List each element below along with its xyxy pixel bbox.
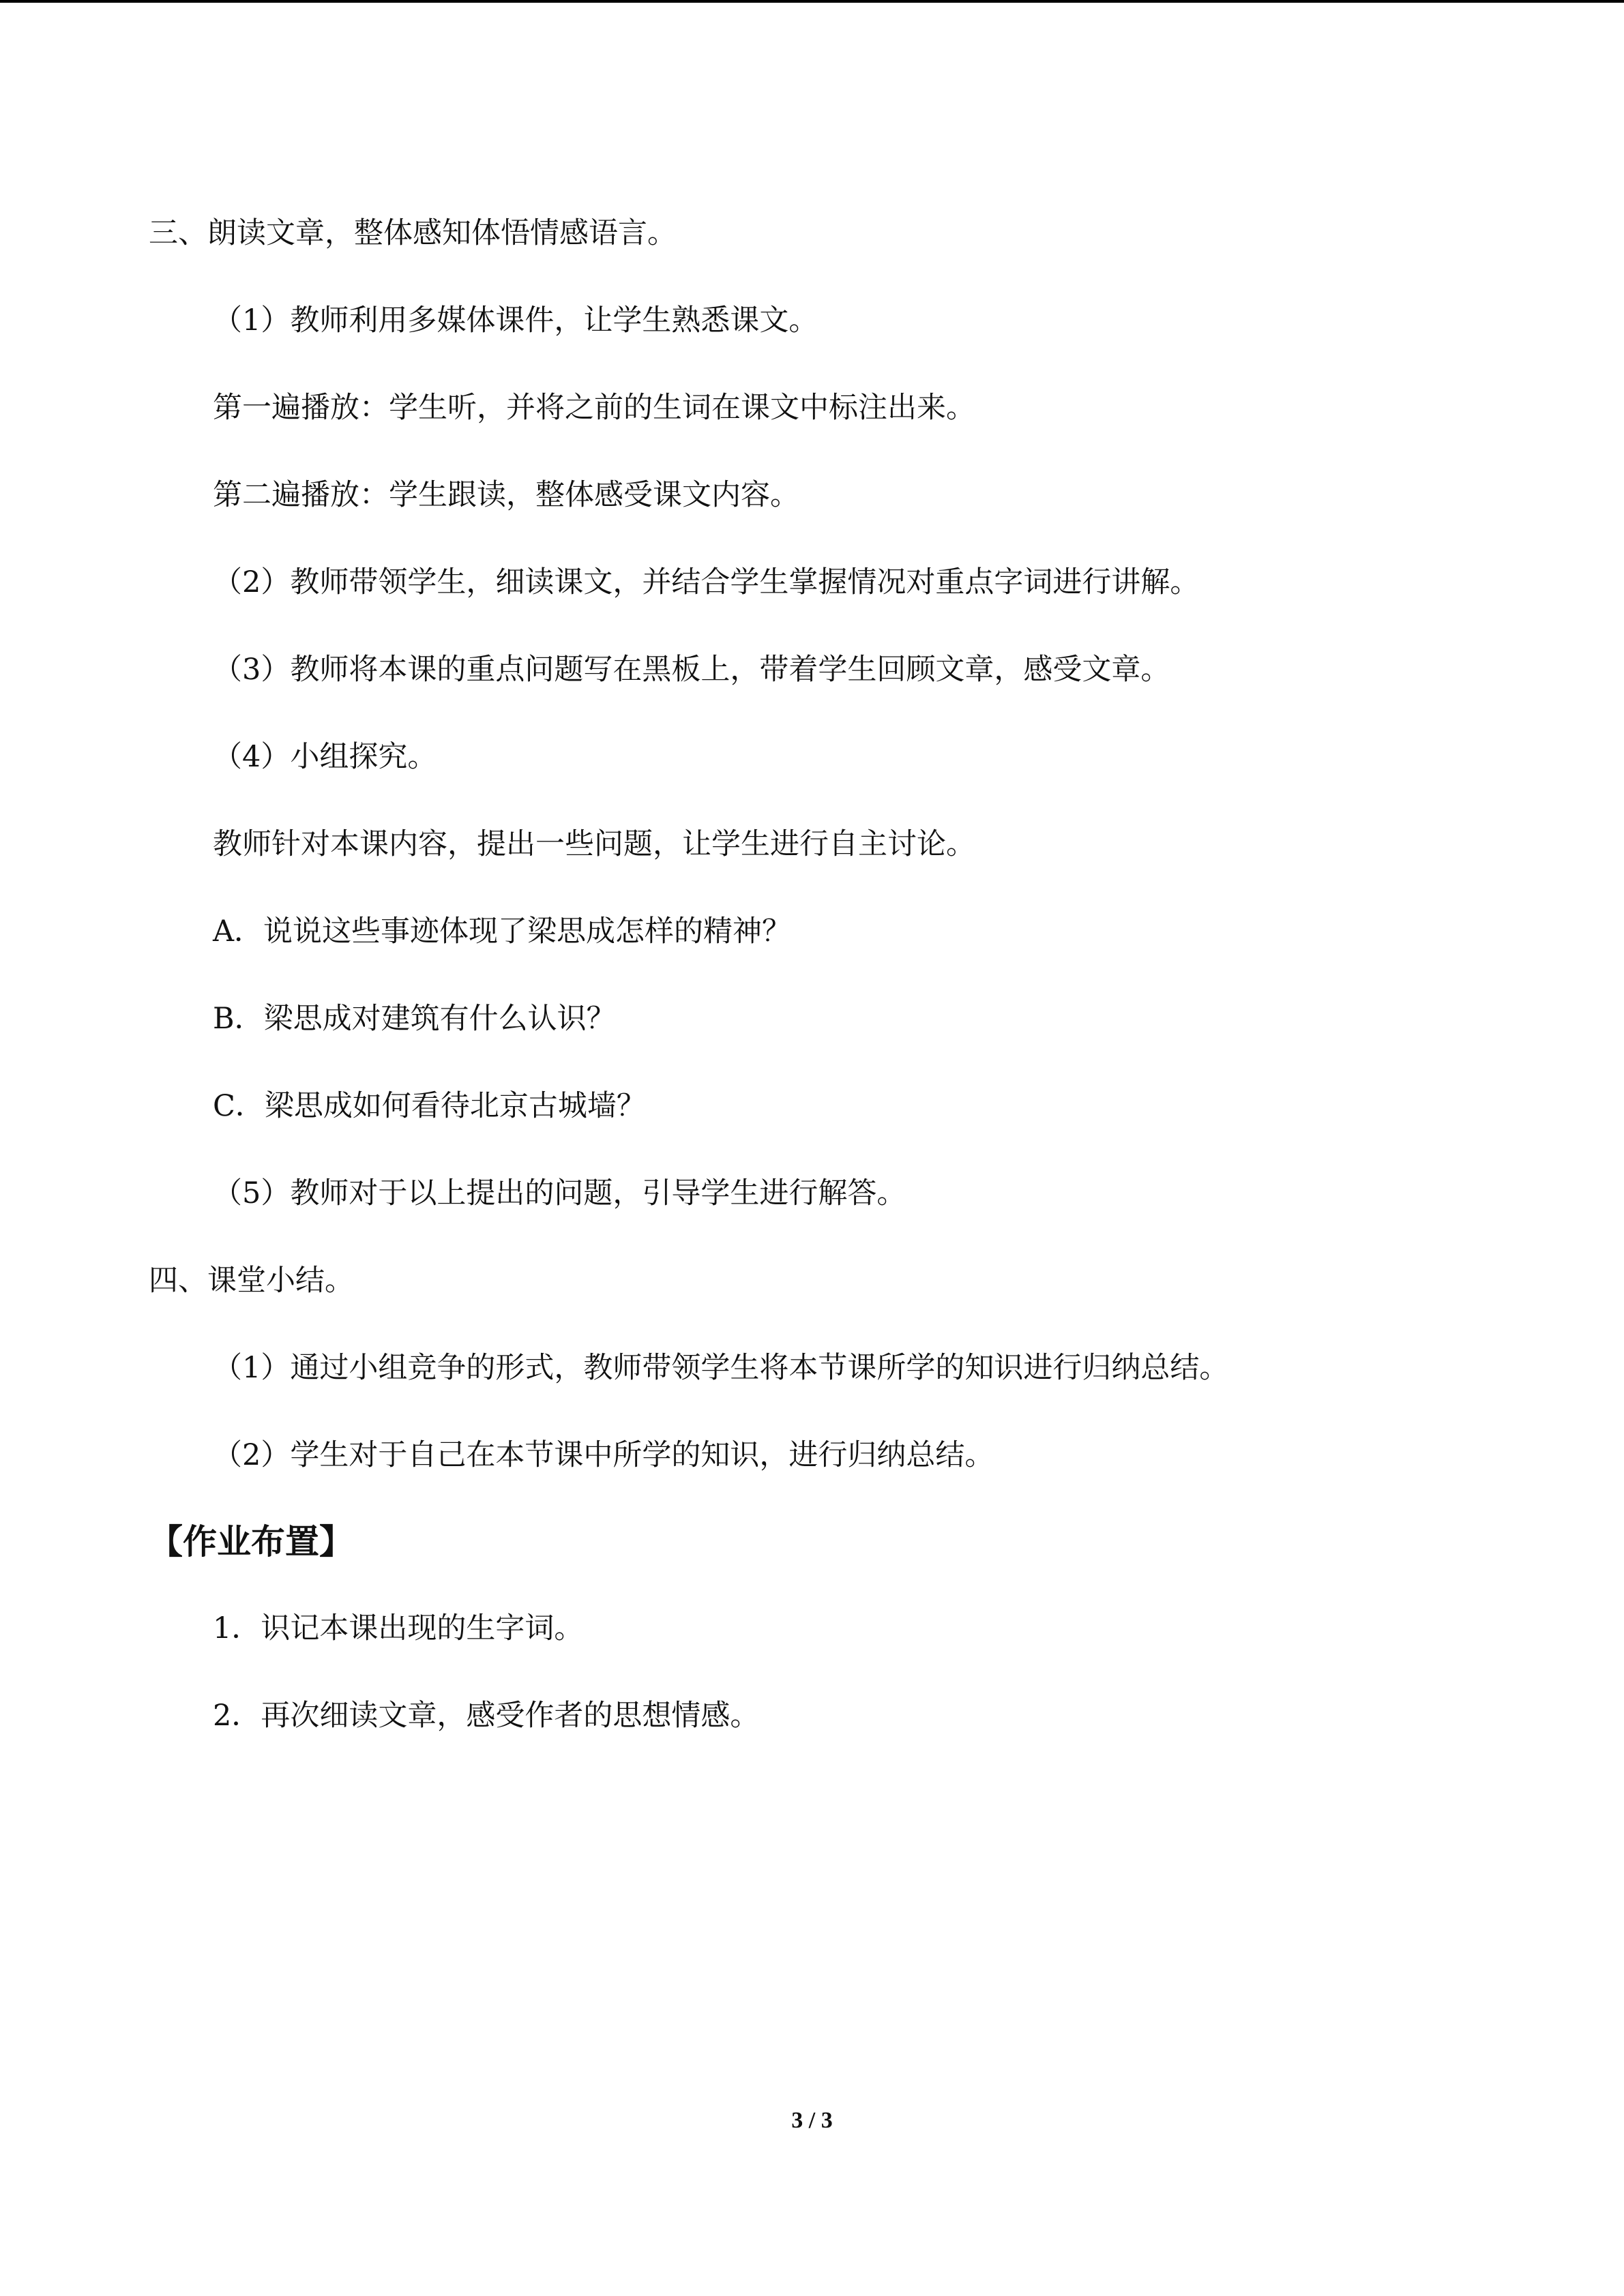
page-number: 3 / 3 [791,2108,833,2133]
question-item: C．梁思成如何看待北京古城墙？ [213,1089,646,1123]
paragraph-line: （5）教师对于以上提出的问题，引导学生进行解答。 [213,1176,906,1210]
question-item: B．梁思成对建筑有什么认识？ [213,1002,616,1036]
paragraph-line: 第一遍播放：学生听，并将之前的生词在课文中标注出来。 [213,391,975,425]
section-three-heading: 三、朗读文章，整体感知体悟情感语言。 [149,216,677,250]
top-border-line [0,0,1624,3]
homework-item: 1．识记本课出现的生字词。 [213,1611,584,1645]
paragraph-line: （4）小组探究。 [213,740,437,774]
paragraph-line: （2）学生对于自己在本节课中所学的知识，进行归纳总结。 [213,1438,994,1472]
homework-item: 2．再次细读文章，感受作者的思想情感。 [213,1699,760,1733]
homework-heading: 【作业布置】 [149,1522,353,1562]
paragraph-line: （1）教师利用多媒体课件，让学生熟悉课文。 [213,303,818,338]
section-four-heading: 四、课堂小结。 [149,1264,354,1298]
question-item: A．说说这些事迹体现了梁思成怎样的精神？ [213,914,792,949]
paragraph-line: （2）教师带领学生，细读课文，并结合学生掌握情况对重点字词进行讲解。 [213,565,1200,599]
paragraph-line: 教师针对本课内容，提出一些问题，让学生进行自主讨论。 [213,827,975,861]
paragraph-line: 第二遍播放：学生跟读，整体感受课文内容。 [213,478,799,512]
paragraph-line: （1）通过小组竞争的形式，教师带领学生将本节课所学的知识进行归纳总结。 [213,1351,1229,1385]
paragraph-line: （3）教师将本课的重点问题写在黑板上，带着学生回顾文章，感受文章。 [213,653,1170,687]
